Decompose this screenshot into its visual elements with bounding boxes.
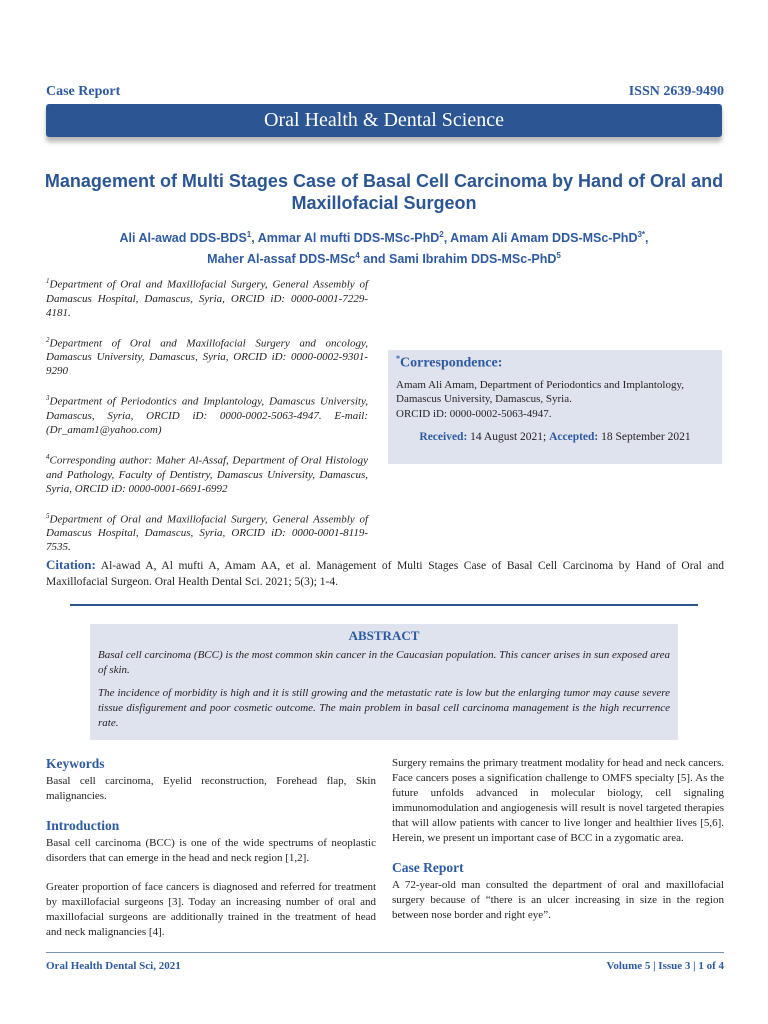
introduction-paragraph: Basal cell carcinoma (BCC) is one of the wide spectrums of neoplastic disorders that can emerge in the head and neck region [1,2].: [46, 837, 376, 864]
author-sup: 4: [355, 251, 360, 261]
accepted-date: 18 September 2021: [601, 431, 691, 444]
footer-journal: Oral Health Dental Sci, 2021: [46, 960, 181, 972]
journal-title: Oral Health & Dental Science: [264, 109, 504, 131]
received-date: 14 August 2021;: [470, 431, 547, 444]
affiliation-text: Department of Periodontics and Implantology, Damascus University, Damascus, Syria, ORCID iD: 0000-0002-5063-4947. E-mail: (Dr_amam1@yahoo.com): [46, 395, 368, 436]
affiliation: [46, 509, 368, 555]
author-separator: ,: [443, 231, 451, 246]
journal-banner: [46, 104, 722, 137]
author-name: Amam Ali Amam DDS-MSc-PhD: [450, 231, 638, 246]
correspondence-mark: *: [396, 354, 400, 363]
left-column: [46, 756, 376, 940]
right-column: [392, 756, 724, 923]
author-name: Maher Al-assaf DDS-MSc: [207, 252, 356, 267]
header-row: [46, 84, 724, 100]
citation: [46, 557, 724, 590]
affiliation: [46, 450, 368, 496]
affiliation-number: 5: [46, 511, 50, 520]
received-label: Received:: [419, 431, 468, 444]
citation-label: Citation:: [46, 557, 96, 572]
author-sup: 1: [246, 230, 252, 239]
affiliation: [46, 274, 368, 320]
affiliation: [46, 391, 368, 437]
affiliation-number: 1: [46, 277, 50, 285]
abstract-box: [90, 624, 678, 740]
keywords-text: Basal cell carcinoma, Eyelid reconstruction, Forehead flap, Skin malignancies.: [46, 775, 376, 802]
footer-issue: Volume 5 | Issue 3 | 1 of 4: [606, 960, 724, 972]
affiliation-number: 2: [46, 335, 50, 344]
correspondence-address: Amam Ali Amam, Department of Periodontics and Implantology, Damascus University, Damascus, Syria.: [396, 378, 684, 406]
introduction-heading: Introduction: [46, 818, 120, 833]
footer-divider: [46, 952, 724, 953]
affiliation-text: Corresponding author: Maher Al-Assaf, Department of Oral Histology and Pathology, Faculty of Dentistry, Damascus University, Damascus, Syria, ORCID iD: 0000-0001-6691-6992: [46, 454, 368, 495]
author-sup: 3*: [637, 230, 646, 239]
affiliation-text: Department of Oral and Maxillofacial Surgery, General Assembly of Damascus Hospital, Damascus, Syria, ORCID iD: 0000-0001-8119-7535.: [46, 513, 368, 554]
author-list: [40, 226, 728, 268]
affiliation-text: Department of Oral and Maxillofacial Surgery, General Assembly of Damascus Hospital, Damascus, Syria, ORCID iD: 0000-0001-7229-4181.: [46, 278, 368, 319]
article-type-label: Case Report: [46, 84, 121, 99]
correspondence-heading: [396, 354, 714, 372]
section-divider: [70, 604, 698, 606]
introduction-continued: Surgery remains the primary treatment modality for head and neck cancers. Face cancers poses a signification challenge to OMFS specialty [5]. As the future unfolds advanced in molecular biology, cell signaling immunomodulation and angiogenesis will result is novel targeted therapies that will allow patients with cancer to live longer and healthier lives [5,6]. Herein, we present un important case of BCC in a zygomatic area.: [392, 757, 724, 844]
affiliation-number: 3: [46, 394, 50, 403]
correspondence-box: [388, 350, 722, 464]
author-name: Ammar Al mufti DDS-MSc-PhD: [257, 231, 440, 246]
citation-text: Al-awad A, Al mufti A, Amam AA, et al. Management of Multi Stages Case of Basal Cell Carcinoma by Hand of Oral and Maxillofacial Surgeon. Oral Health Dental Sci. 2021; 5(3); 1-4.: [46, 560, 724, 588]
article-title: Management of Multi Stages Case of Basal Cell Carcinoma by Hand of Oral and Maxillofacial Surgeon: [44, 171, 724, 213]
article-dates: [396, 431, 714, 443]
affiliation-number: 4: [46, 452, 50, 461]
introduction-paragraph: Greater proportion of face cancers is diagnosed and referred for treatment by maxillofacial surgeons [3]. Today an increasing number of oral and maxillofacial surgeons are additionally trained in the treatment of head and neck malignancies [4].: [46, 881, 376, 938]
issn-label: ISSN 2639-9490: [628, 84, 724, 99]
abstract-paragraph: The incidence of morbidity is high and it is still growing and the metastatic rate is low but the enlarging tumor may cause severe tissue disfigurement and poor cosmetic outcome. The main problem in basal cell carcinoma management is the high recurrence rate.: [98, 687, 670, 729]
abstract-heading: ABSTRACT: [348, 628, 420, 643]
author-separator: and: [359, 252, 389, 267]
author-separator: ,: [645, 231, 649, 246]
correspondence-orcid: ORCID iD: 0000-0002-5063-4947.: [396, 407, 552, 420]
author-name: Ali Al-awad DDS-BDS: [119, 231, 247, 246]
affiliation: [46, 333, 368, 379]
author-sup: 5: [556, 251, 561, 261]
keywords-heading: Keywords: [46, 756, 105, 771]
affiliation-text: Department of Oral and Maxillofacial Surgery and oncology, Damascus University, Damascus, Syria, ORCID iD: 0000-0002-9301-9290: [46, 337, 368, 378]
case-report-text: A 72-year-old man consulted the department of oral and maxillofacial surgery because of “there is an ulcer increasing in size in the region between nose border and right eye”.: [392, 879, 724, 921]
accepted-label: Accepted:: [549, 431, 599, 444]
correspondence-label: Correspondence:: [400, 355, 503, 371]
author-name: Sami Ibrahim DDS-MSc-PhD: [388, 252, 557, 267]
author-sup: 2: [439, 230, 444, 239]
author-separator: ,: [251, 231, 258, 246]
case-report-heading: Case Report: [392, 860, 464, 875]
abstract-paragraph: Basal cell carcinoma (BCC) is the most common skin cancer in the Caucasian population. This cancer arises in sun exposed area of skin.: [98, 649, 670, 676]
affiliations: [46, 274, 368, 567]
